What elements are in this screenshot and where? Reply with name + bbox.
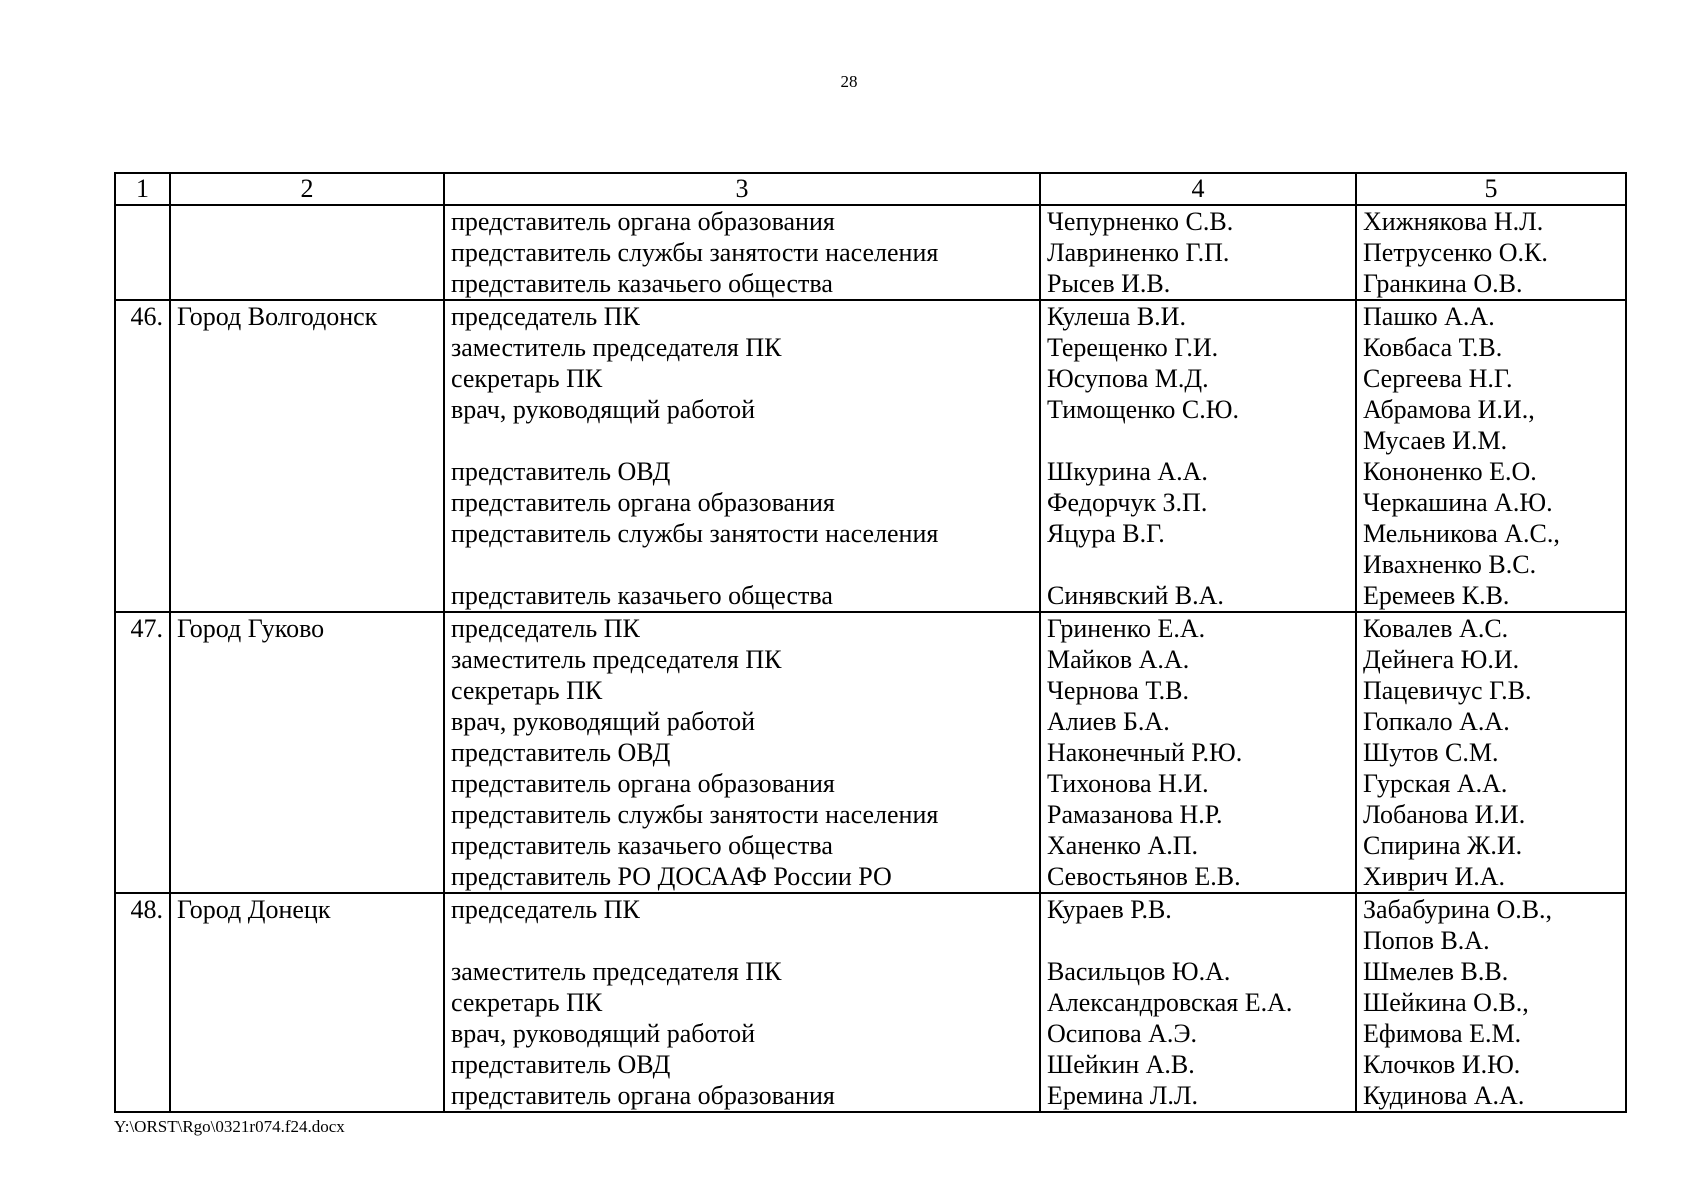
table-row (115, 300, 1626, 612)
role-cell (444, 612, 1040, 893)
reserve-cell (1356, 205, 1626, 300)
member-cell (1040, 893, 1356, 1112)
municipality-name (170, 205, 444, 300)
reserve-line: Еремеев К.В. (1363, 581, 1510, 610)
member-line (1047, 425, 1349, 456)
row-number: 47. (115, 612, 170, 893)
role-line: представитель ОВД (451, 457, 671, 486)
role-line: представитель органа образования (451, 1081, 835, 1110)
member-cell (1040, 612, 1356, 893)
reserve-line: Пашко А.А. (1363, 302, 1495, 331)
member-line: Чернова Т.В. (1047, 676, 1189, 705)
role-cell (444, 300, 1040, 612)
member-line: Тимощенко С.Ю. (1047, 395, 1239, 424)
role-line (451, 425, 1033, 456)
member-line: Шкурина А.А. (1047, 457, 1208, 486)
member-line: Чепурненко С.В. (1047, 207, 1234, 236)
reserve-line: Гранкина О.В. (1363, 269, 1523, 298)
member-line: Александровская Е.А. (1047, 988, 1293, 1017)
table-row (115, 893, 1626, 1112)
municipality-name: Город Донецк (170, 893, 444, 1112)
role-line: представитель казачьего общества (451, 269, 833, 298)
role-line: председатель ПК (451, 302, 640, 331)
role-line: врач, руководящий работой (451, 707, 756, 736)
reserve-line: Лобанова И.И. (1363, 800, 1526, 829)
member-line: Федорчук З.П. (1047, 488, 1208, 517)
reserve-line: Кононенко Е.О. (1363, 457, 1537, 486)
member-line: Лавриненко Г.П. (1047, 238, 1230, 267)
member-line (1047, 925, 1349, 956)
member-line: Шейкин А.В. (1047, 1050, 1195, 1079)
role-line: врач, руководящий работой (451, 395, 756, 424)
member-line: Осипова А.Э. (1047, 1019, 1198, 1048)
role-line (451, 549, 1033, 580)
reserve-line: Клочков И.Ю. (1363, 1050, 1521, 1079)
member-line: Рысев И.В. (1047, 269, 1171, 298)
member-line: Ханенко А.П. (1047, 831, 1199, 860)
member-line: Кулеша В.И. (1047, 302, 1186, 331)
role-line: заместитель председателя ПК (451, 957, 782, 986)
reserve-line: Пацевичус Г.В. (1363, 676, 1532, 705)
column-header: 4 (1040, 173, 1356, 205)
role-line: председатель ПК (451, 614, 640, 643)
role-line: представитель органа образования (451, 207, 835, 236)
reserve-line: Гопкало А.А. (1363, 707, 1510, 736)
role-line: представитель казачьего общества (451, 581, 833, 610)
role-line: председатель ПК (451, 895, 640, 924)
role-line: представитель службы занятости населения (451, 800, 939, 829)
role-line: секретарь ПК (451, 364, 603, 393)
member-line: Терещенко Г.И. (1047, 333, 1219, 362)
member-line: Наконечный Р.Ю. (1047, 738, 1243, 767)
role-line (451, 925, 1033, 956)
column-header: 5 (1356, 173, 1626, 205)
reserve-line: Попов В.А. (1363, 926, 1490, 955)
member-line: Еремина Л.Л. (1047, 1081, 1199, 1110)
reserve-line: Петрусенко О.К. (1363, 238, 1548, 267)
role-line: врач, руководящий работой (451, 1019, 756, 1048)
role-line: представитель ОВД (451, 1050, 671, 1079)
reserve-line: Шутов С.М. (1363, 738, 1499, 767)
role-line: представитель органа образования (451, 488, 835, 517)
role-line: представитель органа образования (451, 769, 835, 798)
reserve-line: Мусаев И.М. (1363, 426, 1508, 455)
reserve-line: Шмелев В.В. (1363, 957, 1509, 986)
row-number: 48. (115, 893, 170, 1112)
reserve-line: Забабурина О.В., (1363, 895, 1553, 924)
member-line: Тихонова Н.И. (1047, 769, 1209, 798)
reserve-line: Хижнякова Н.Л. (1363, 207, 1544, 236)
member-line: Васильцов Ю.А. (1047, 957, 1231, 986)
reserve-line: Гурская А.А. (1363, 769, 1508, 798)
role-line: представитель казачьего общества (451, 831, 833, 860)
member-line: Яцура В.Г. (1047, 519, 1165, 548)
member-line: Севостьянов Е.В. (1047, 862, 1241, 891)
role-line: представитель службы занятости населения (451, 519, 939, 548)
role-line: секретарь ПК (451, 676, 603, 705)
reserve-line: Сергеева Н.Г. (1363, 364, 1513, 393)
reserve-cell (1356, 300, 1626, 612)
commission-table (114, 172, 1627, 1113)
role-line: представитель ОВД (451, 738, 671, 767)
role-line: секретарь ПК (451, 988, 603, 1017)
member-line: Алиев Б.А. (1047, 707, 1170, 736)
role-cell (444, 205, 1040, 300)
table-row (115, 612, 1626, 893)
reserve-line: Дейнега Ю.И. (1363, 645, 1520, 674)
file-path-footer: Y:\ORST\Rgo\0321r074.f24.docx (114, 1117, 345, 1136)
reserve-line: Шейкина О.В., (1363, 988, 1529, 1017)
member-line: Рамазанова Н.Р. (1047, 800, 1223, 829)
reserve-line: Ефимова Е.М. (1363, 1019, 1522, 1048)
table-row (115, 205, 1626, 300)
reserve-line: Ивахненко В.С. (1363, 550, 1537, 579)
reserve-line: Спирина Ж.И. (1363, 831, 1523, 860)
column-header: 1 (115, 173, 170, 205)
member-line: Гриненко Е.А. (1047, 614, 1206, 643)
row-number: 46. (115, 300, 170, 612)
row-number (115, 205, 170, 300)
column-header: 3 (444, 173, 1040, 205)
page-number: 28 (840, 72, 858, 91)
member-line: Кураев Р.В. (1047, 895, 1172, 924)
member-line: Юсупова М.Д. (1047, 364, 1209, 393)
municipality-name: Город Волгодонск (170, 300, 444, 612)
member-line: Синявский В.А. (1047, 581, 1224, 610)
reserve-line: Абрамова И.И., (1363, 395, 1535, 424)
role-line: заместитель председателя ПК (451, 333, 782, 362)
reserve-line: Хиврич И.А. (1363, 862, 1506, 891)
municipality-name: Город Гуково (170, 612, 444, 893)
role-line: представитель службы занятости населения (451, 238, 939, 267)
role-cell (444, 893, 1040, 1112)
role-line: заместитель председателя ПК (451, 645, 782, 674)
reserve-cell (1356, 893, 1626, 1112)
table-header-row (115, 173, 1626, 205)
column-header: 2 (170, 173, 444, 205)
reserve-line: Ковалев А.С. (1363, 614, 1509, 643)
member-cell (1040, 205, 1356, 300)
reserve-line: Ковбаса Т.В. (1363, 333, 1503, 362)
reserve-line: Черкашина А.Ю. (1363, 488, 1553, 517)
member-cell (1040, 300, 1356, 612)
reserve-line: Кудинова А.А. (1363, 1081, 1525, 1110)
reserve-cell (1356, 612, 1626, 893)
role-line: представитель РО ДОСААФ России РО (451, 862, 892, 891)
member-line: Майков А.А. (1047, 645, 1190, 674)
reserve-line: Мельникова А.С., (1363, 519, 1560, 548)
member-line (1047, 549, 1349, 580)
